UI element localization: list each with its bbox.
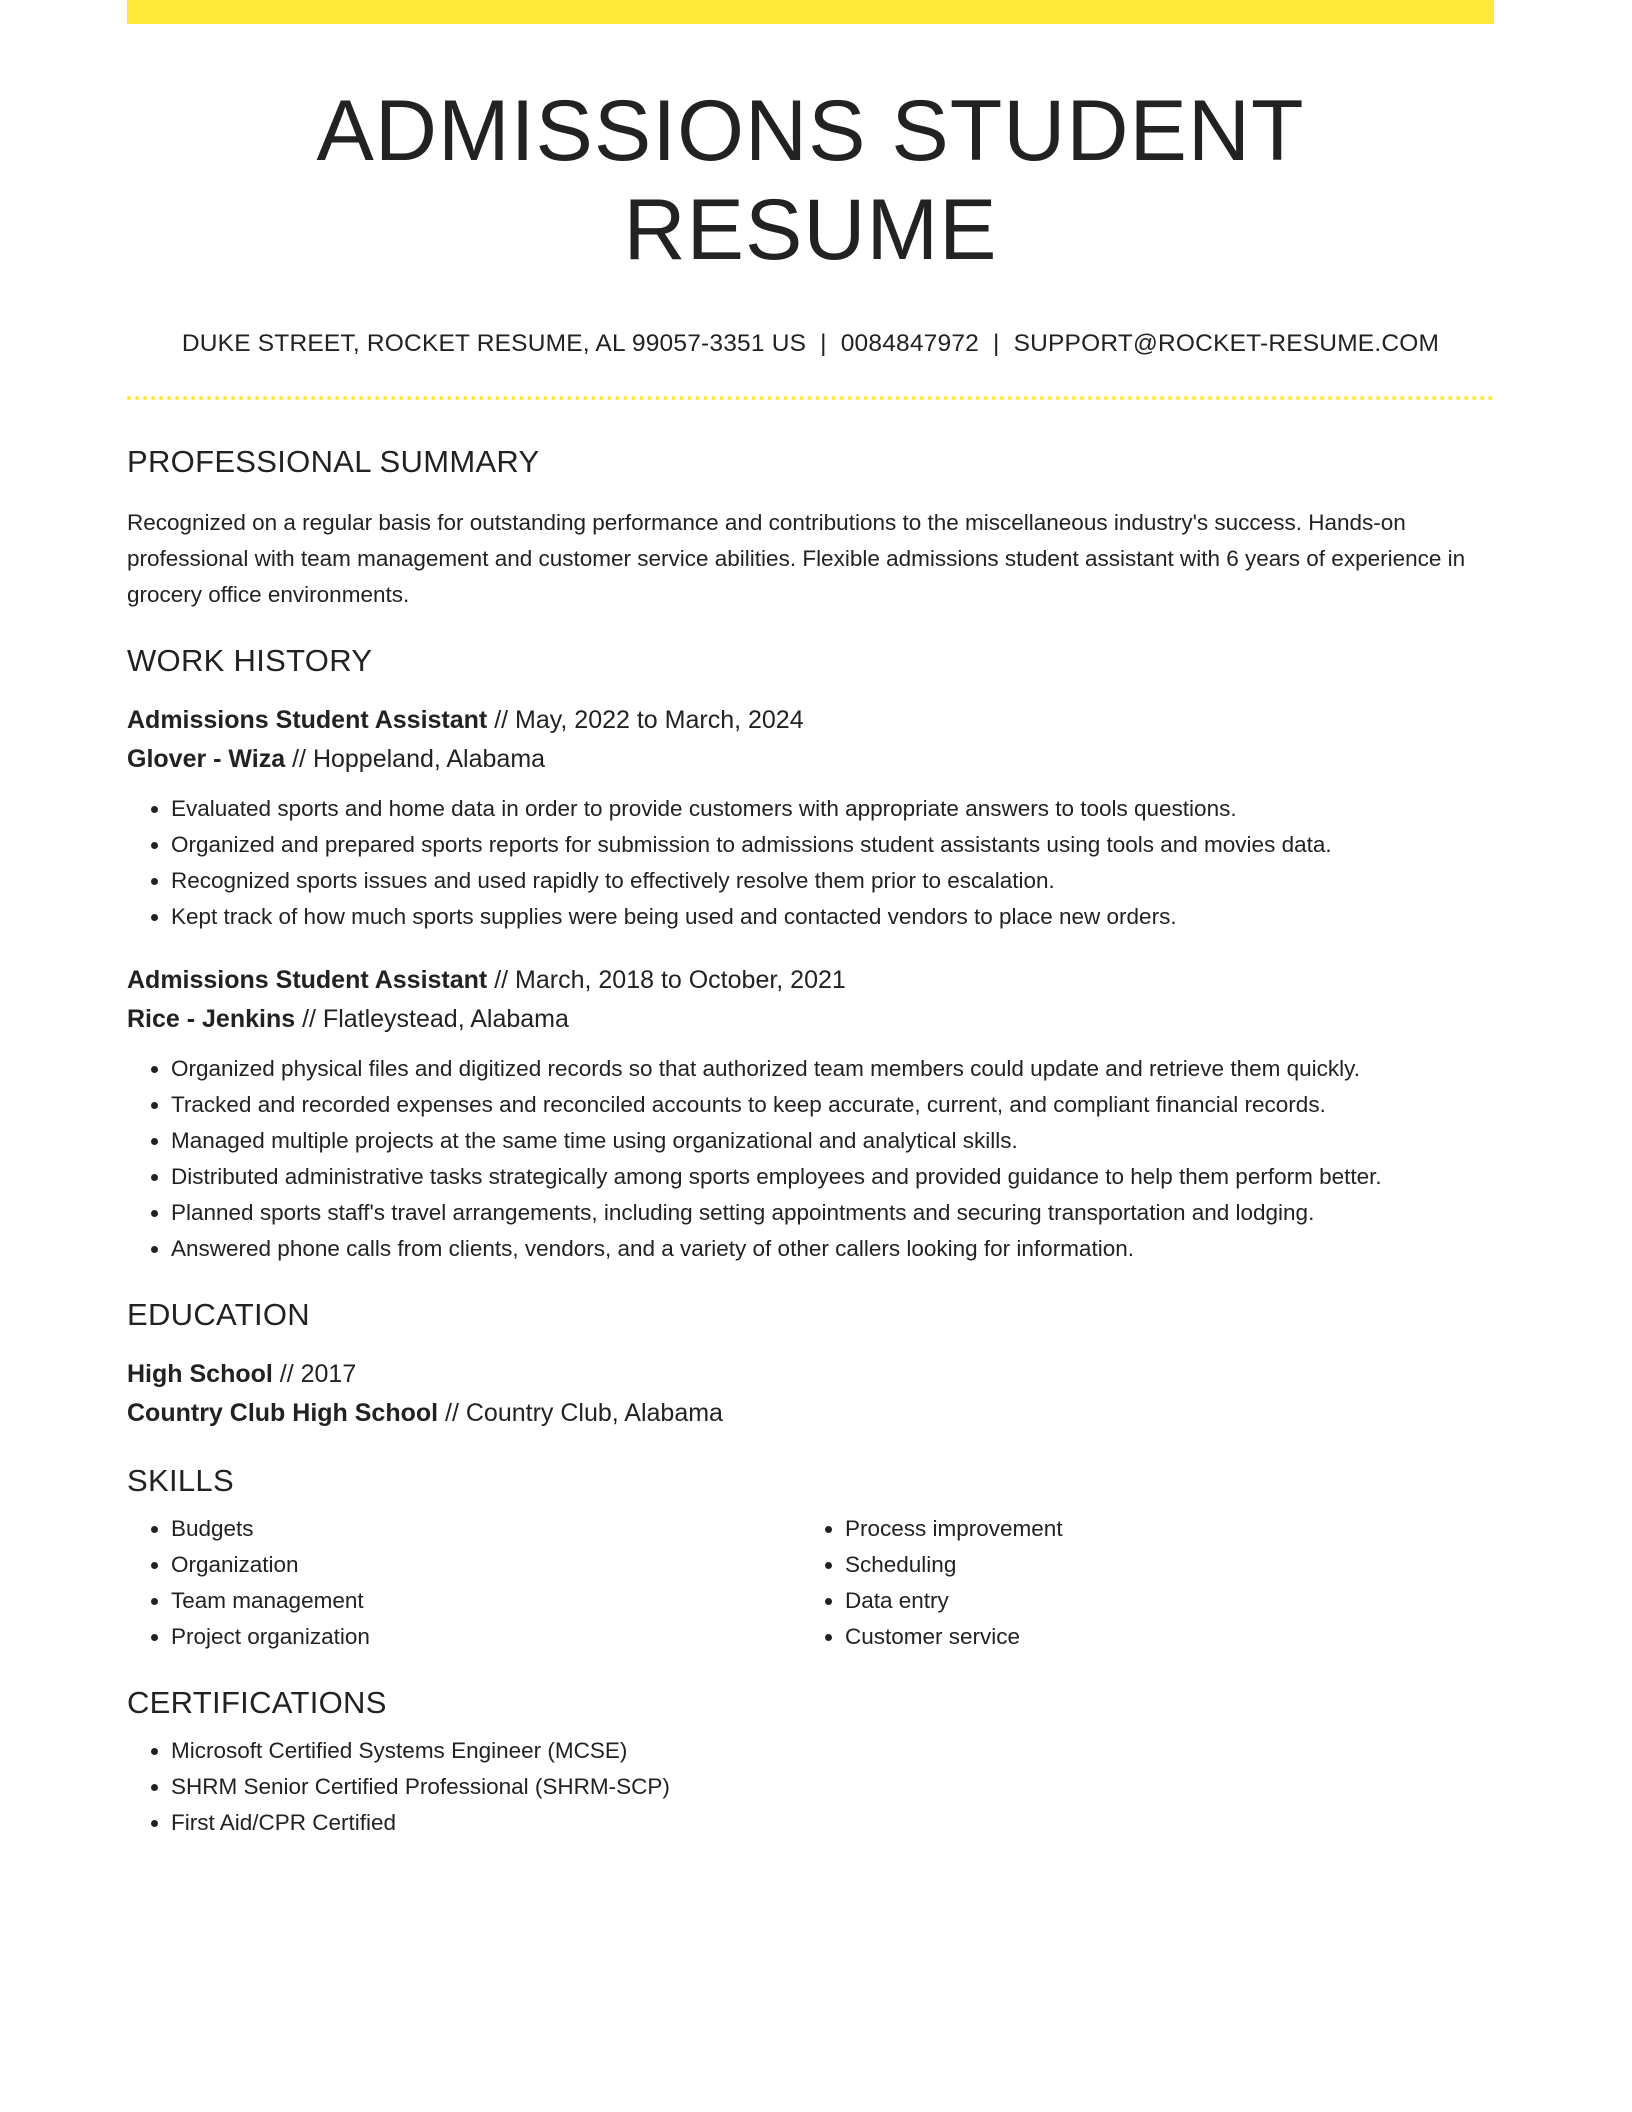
education-heading: EDUCATION bbox=[127, 1296, 310, 1332]
summary-heading: PROFESSIONAL SUMMARY bbox=[127, 443, 540, 479]
list-item: • Distributed administrative tasks strategically among sports employees and provided guidance to help them perform better. bbox=[171, 1159, 1494, 1195]
education-entry bbox=[127, 1355, 1494, 1433]
job-dates: // May, 2022 to March, 2024 bbox=[487, 705, 804, 734]
certifications-heading: CERTIFICATIONS bbox=[127, 1684, 387, 1720]
list-item: • Microsoft Certified Systems Engineer (MCSE) bbox=[171, 1733, 1494, 1769]
education-location: // Country Club, Alabama bbox=[438, 1398, 723, 1427]
job-entry bbox=[127, 961, 1494, 1267]
job-title-line bbox=[127, 701, 1494, 740]
summary-text: Recognized on a regular basis for outstanding performance and contributions to the miscellaneous industry's success. Hands-on professional with team management and customer service abilities. Flexible admissions student assistant with 6 years of experience in grocery office environments. bbox=[127, 509, 1466, 607]
list-item: • Organized physical files and digitized records so that authorized team members could update and retrieve them quickly. bbox=[171, 1051, 1494, 1087]
job-location: // Hoppeland, Alabama bbox=[285, 744, 546, 773]
contact-separator: | bbox=[992, 329, 1000, 357]
job-role: Admissions Student Assistant bbox=[127, 965, 488, 994]
list-item: • Budgets bbox=[171, 1511, 801, 1547]
education-school: Country Club High School bbox=[127, 1398, 439, 1427]
job-dates: // March, 2018 to October, 2021 bbox=[487, 965, 846, 994]
list-item: • Managed multiple projects at the same time using organizational and analytical skills. bbox=[171, 1123, 1494, 1159]
list-item: • Recognized sports issues and used rapidly to effectively resolve them prior to escalation. bbox=[171, 863, 1494, 899]
skills-heading: SKILLS bbox=[127, 1462, 234, 1498]
education-year: // 2017 bbox=[272, 1359, 357, 1388]
work-history-heading: WORK HISTORY bbox=[127, 642, 373, 678]
contact-line bbox=[127, 330, 1494, 358]
list-item: • Scheduling bbox=[845, 1547, 1475, 1583]
list-item: • Organized and prepared sports reports for submission to admissions student assistants using tools and movies data. bbox=[171, 827, 1494, 863]
job-location: // Flatleystead, Alabama bbox=[295, 1004, 569, 1033]
list-item: • Answered phone calls from clients, vendors, and a variety of other callers looking for information. bbox=[171, 1231, 1494, 1267]
top-accent-bar bbox=[127, 0, 1494, 24]
list-item: • Organization bbox=[171, 1547, 801, 1583]
list-item: • Planned sports staff's travel arrangements, including setting appointments and securing transportation and lodging. bbox=[171, 1195, 1494, 1231]
job-title-line bbox=[127, 961, 1494, 1000]
contact-separator: | bbox=[820, 329, 827, 357]
list-item: • Data entry bbox=[845, 1583, 1475, 1619]
skills-list-left bbox=[127, 1511, 801, 1655]
list-item: • Customer service bbox=[845, 1619, 1475, 1655]
list-item: • Tracked and recorded expenses and reconciled accounts to keep accurate, current, and compliant financial records. bbox=[171, 1087, 1494, 1123]
certifications-list bbox=[127, 1733, 1494, 1841]
job-company: Glover - Wiza bbox=[127, 744, 286, 773]
resume-page bbox=[127, 0, 1494, 1841]
job-company-line bbox=[127, 740, 1494, 779]
job-company-line bbox=[127, 1000, 1494, 1039]
education-degree-line bbox=[127, 1355, 1494, 1394]
education-school-line bbox=[127, 1394, 1494, 1433]
contact-email: SUPPORT@ROCKET-RESUME.COM bbox=[1013, 329, 1440, 357]
list-item: • First Aid/CPR Certified bbox=[171, 1805, 1494, 1841]
contact-address: DUKE STREET, ROCKET RESUME, AL 99057-3351 US bbox=[181, 329, 807, 357]
skills-list-right bbox=[801, 1511, 1475, 1655]
job-company: Rice - Jenkins bbox=[127, 1004, 296, 1033]
job-role: Admissions Student Assistant bbox=[127, 705, 488, 734]
list-item: • Kept track of how much sports supplies were being used and contacted vendors to place new orders. bbox=[171, 899, 1494, 935]
skills-grid bbox=[127, 1511, 1494, 1655]
job-bullets bbox=[127, 1051, 1494, 1267]
job-entry bbox=[127, 701, 1494, 935]
job-bullets bbox=[127, 791, 1494, 935]
list-item: • Evaluated sports and home data in order to provide customers with appropriate answers to tools questions. bbox=[171, 791, 1494, 827]
resume-title: ADMISSIONS STUDENT RESUME bbox=[316, 83, 1305, 278]
list-item: • Project organization bbox=[171, 1619, 801, 1655]
dotted-divider bbox=[127, 396, 1494, 400]
list-item: • Process improvement bbox=[845, 1511, 1475, 1547]
contact-phone: 0084847972 bbox=[840, 329, 979, 357]
education-degree: High School bbox=[127, 1359, 273, 1388]
list-item: • SHRM Senior Certified Professional (SHRM-SCP) bbox=[171, 1769, 1494, 1805]
list-item: • Team management bbox=[171, 1583, 801, 1619]
